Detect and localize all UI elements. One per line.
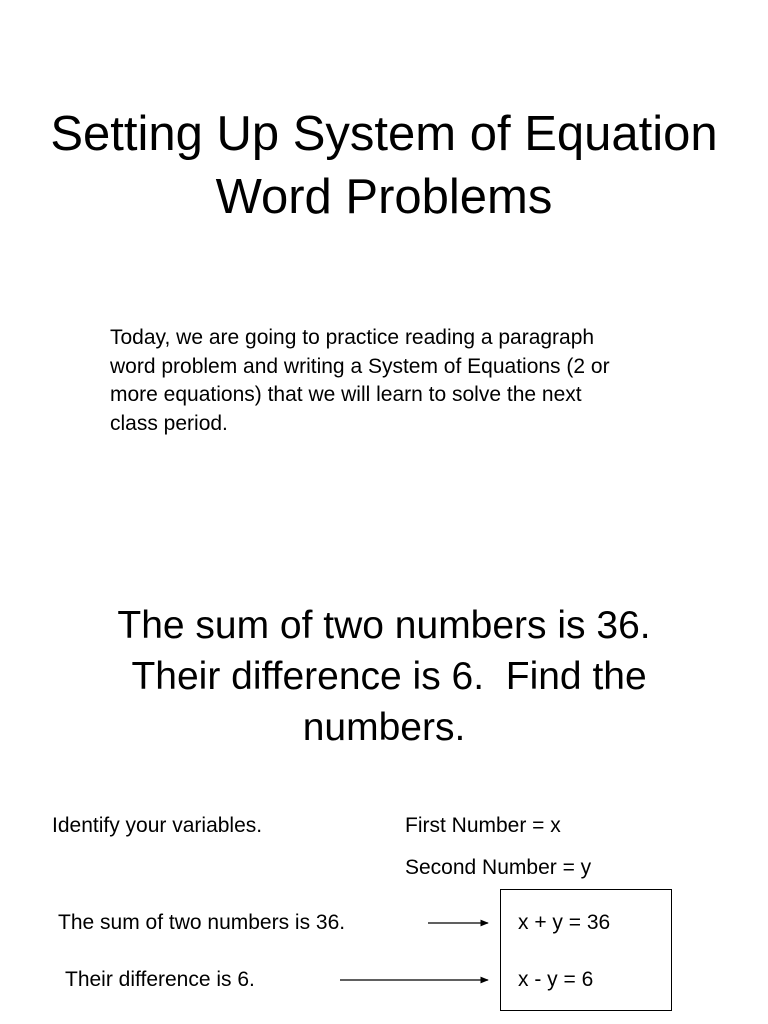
- intro-line: Today, we are going to practice reading a paragraph: [110, 326, 595, 349]
- title-line-2: Word Problems: [215, 170, 553, 224]
- intro-line: more equations) that we will learn to solve the next: [110, 383, 582, 407]
- difference-sentence: Their difference is 6.: [65, 968, 255, 991]
- sum-sentence: The sum of two numbers is 36.: [58, 911, 346, 934]
- title-line-1: Setting Up System of Equation: [50, 107, 718, 161]
- problem-line-1: The sum of two numbers is 36.: [117, 604, 651, 647]
- identify-variables-label: Identify your variables.: [52, 814, 263, 837]
- problem-line-3: numbers.: [302, 706, 466, 749]
- problem-line-2: Their difference is 6. Find the: [121, 655, 647, 698]
- equation-difference: x - y = 6: [518, 968, 594, 991]
- equation-sum: x + y = 36: [518, 911, 611, 934]
- intro-line: class period.: [110, 411, 228, 435]
- first-number-definition: First Number = x: [405, 814, 561, 837]
- second-number-definition: Second Number = y: [405, 856, 592, 879]
- intro-line: word problem and writing a System of Equations (2 or: [110, 354, 610, 378]
